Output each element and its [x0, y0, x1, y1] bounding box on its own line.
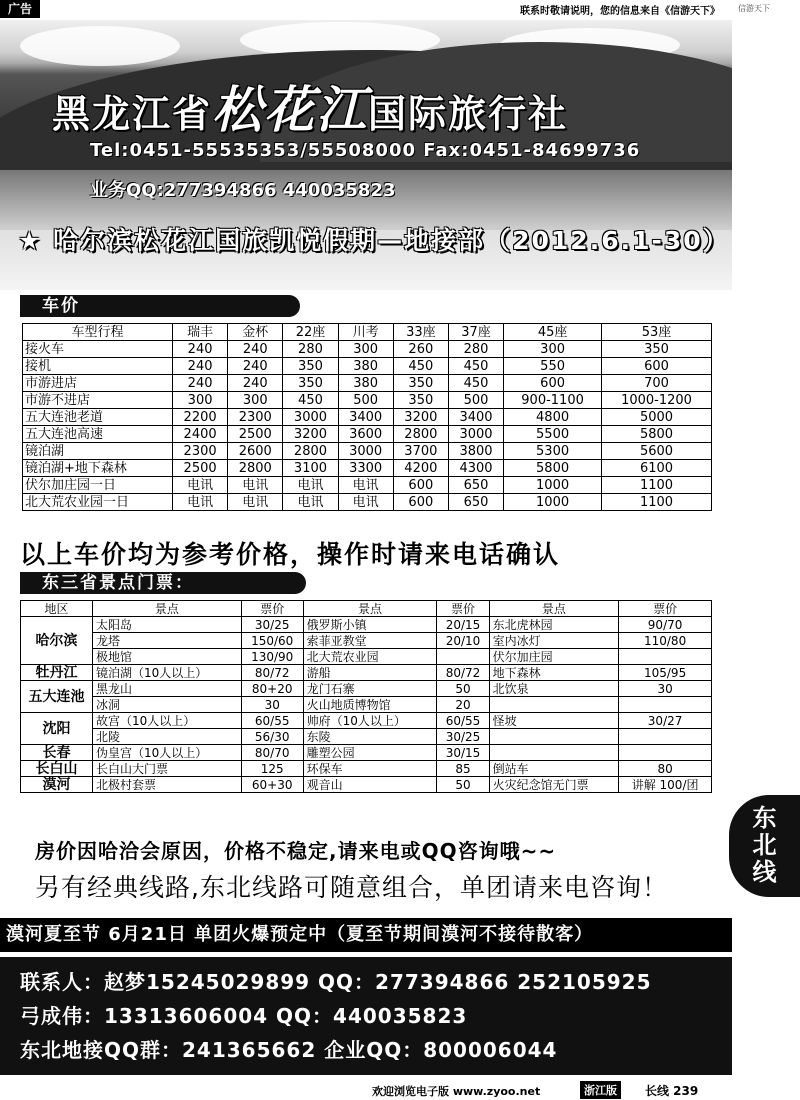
route-cell: 北大荒农业园一日	[23, 494, 173, 511]
price-cell: 3600	[338, 426, 393, 443]
attraction-cell	[489, 745, 619, 761]
route-cell: 镜泊湖+地下森林	[23, 460, 173, 477]
title-suffix: 国际旅行社	[368, 92, 569, 136]
ticket-price-cell: 110/80	[619, 633, 712, 649]
route-cell: 市游进店	[23, 375, 173, 392]
column-header: 景点	[303, 601, 437, 617]
price-cell: 380	[338, 358, 393, 375]
price-cell: 1100	[602, 477, 712, 494]
price-cell: 700	[602, 375, 712, 392]
price-cell: 电讯	[338, 494, 393, 511]
price-cell: 350	[283, 375, 338, 392]
ticket-price-cell: 105/95	[619, 665, 712, 681]
table-row	[21, 745, 712, 761]
price-cell: 电讯	[283, 494, 338, 511]
price-cell: 3700	[393, 443, 448, 460]
table-row	[23, 409, 712, 426]
column-header: 金杯	[228, 324, 283, 341]
footer-website: 欢迎浏览电子版 www.zyoo.net	[372, 1085, 541, 1098]
price-cell: 450	[448, 375, 503, 392]
price-cell: 650	[448, 477, 503, 494]
car-price-section-header: 车价	[20, 295, 300, 317]
ticket-price-cell: 60+30	[241, 777, 303, 793]
price-cell: 350	[393, 375, 448, 392]
ticket-price-cell: 30/15	[437, 745, 489, 761]
region-cell: 长春	[21, 745, 93, 761]
contact-line: 东北地接QQ群：241365662 企业QQ：800006044	[20, 1038, 558, 1062]
price-cell: 500	[338, 392, 393, 409]
price-cell: 3300	[338, 460, 393, 477]
price-cell: 2500	[173, 460, 228, 477]
price-cell: 2400	[173, 426, 228, 443]
price-cell: 600	[393, 494, 448, 511]
attraction-cell: 帅府（10人以上）	[303, 713, 437, 729]
attraction-cell: 北饮泉	[489, 681, 619, 697]
price-cell: 380	[338, 375, 393, 392]
price-cell: 240	[173, 358, 228, 375]
attraction-cell: 雕塑公园	[303, 745, 437, 761]
ticket-price-cell	[619, 697, 712, 713]
price-cell: 6100	[602, 460, 712, 477]
table-row	[21, 633, 712, 649]
ticket-price-table	[20, 600, 712, 793]
column-header: 景点	[489, 601, 619, 617]
attraction-cell: 观音山	[303, 777, 437, 793]
ad-label: 广告	[0, 0, 40, 18]
table-row	[23, 494, 712, 511]
price-cell: 4300	[448, 460, 503, 477]
price-cell: 2200	[173, 409, 228, 426]
column-header: 33座	[393, 324, 448, 341]
attraction-cell: 东陵	[303, 729, 437, 745]
price-cell: 300	[504, 341, 602, 358]
attraction-cell: 冰洞	[93, 697, 242, 713]
price-cell: 240	[173, 375, 228, 392]
table-header-row	[21, 601, 712, 617]
attraction-cell: 怪坡	[489, 713, 619, 729]
route-cell: 接机	[23, 358, 173, 375]
table-row	[23, 443, 712, 460]
region-cell: 漠河	[21, 777, 93, 793]
price-cell: 电讯	[173, 494, 228, 511]
side-tab-char: 东	[752, 804, 777, 832]
price-cell: 600	[504, 375, 602, 392]
ticket-price-cell: 50	[437, 681, 489, 697]
attraction-cell: 镜泊湖（10人以上）	[93, 665, 242, 681]
price-cell: 280	[283, 341, 338, 358]
price-cell: 2500	[228, 426, 283, 443]
price-cell: 900-1100	[504, 392, 602, 409]
column-header: 票价	[437, 601, 489, 617]
table-row	[21, 713, 712, 729]
price-cell: 2600	[228, 443, 283, 460]
price-cell: 280	[448, 341, 503, 358]
price-cell: 电讯	[283, 477, 338, 494]
ticket-price-cell: 85	[437, 761, 489, 777]
ticket-price-cell: 130/90	[241, 649, 303, 665]
title-brand: 松花江	[212, 80, 369, 139]
price-cell: 260	[393, 341, 448, 358]
attraction-cell: 太阳岛	[93, 617, 242, 633]
table-row	[23, 375, 712, 392]
attraction-cell: 长白山大门票	[93, 761, 242, 777]
advertisement-page	[0, 20, 732, 1075]
route-combination-notice: 另有经典线路,东北线路可随意组合，单团请来电咨询！	[35, 873, 668, 902]
route-cell: 市游不进店	[23, 392, 173, 409]
region-cell: 牡丹江	[21, 665, 93, 681]
attraction-cell: 北大荒农业园	[303, 649, 437, 665]
title-prefix: 黑龙江省	[52, 92, 213, 136]
agency-title	[52, 70, 568, 142]
region-cell: 五大连池	[21, 681, 93, 713]
ticket-price-cell: 56/30	[241, 729, 303, 745]
ticket-section-header: 东三省景点门票：	[20, 572, 306, 594]
price-cell: 3000	[283, 409, 338, 426]
price-cell: 3000	[338, 443, 393, 460]
price-cell: 4200	[393, 460, 448, 477]
price-cell: 2300	[228, 409, 283, 426]
price-cell: 300	[228, 392, 283, 409]
column-header: 53座	[602, 324, 712, 341]
attraction-cell: 伏尔加庄园	[489, 649, 619, 665]
attraction-cell: 故宫（10人以上）	[93, 713, 242, 729]
ticket-price-cell: 80	[619, 761, 712, 777]
price-cell: 电讯	[228, 494, 283, 511]
price-cell: 350	[602, 341, 712, 358]
price-reference-notice: 以上车价均为参考价格，操作时请来电话确认	[20, 540, 561, 569]
ticket-price-cell: 30/25	[241, 617, 303, 633]
route-cell: 五大连池高速	[23, 426, 173, 443]
price-cell: 5300	[504, 443, 602, 460]
price-cell: 550	[504, 358, 602, 375]
column-header: 37座	[448, 324, 503, 341]
header-banner	[0, 20, 732, 290]
price-cell: 2800	[228, 460, 283, 477]
price-cell: 3200	[393, 409, 448, 426]
top-bar	[0, 0, 800, 20]
ticket-price-cell: 30/27	[619, 713, 712, 729]
attraction-cell: 地下森林	[489, 665, 619, 681]
column-header: 票价	[241, 601, 303, 617]
price-cell: 5600	[602, 443, 712, 460]
column-header: 车型行程	[23, 324, 173, 341]
route-cell: 伏尔加庄园一日	[23, 477, 173, 494]
attraction-cell	[489, 729, 619, 745]
attraction-cell: 北极村套票	[93, 777, 242, 793]
price-cell: 650	[448, 494, 503, 511]
table-row	[23, 392, 712, 409]
top-note: 联系时敬请说明，您的信息来自《信游天下》	[520, 6, 720, 17]
mohe-solstice-promo: 漠河夏至节 6月21日 单团火爆预定中（夏至节期间漠河不接待散客）	[0, 918, 732, 952]
price-cell: 600	[602, 358, 712, 375]
attraction-cell: 索菲亚教堂	[303, 633, 437, 649]
column-header: 22座	[283, 324, 338, 341]
price-cell: 3100	[283, 460, 338, 477]
banner-subtitle: ★ 哈尔滨松花江国旅凯悦假期—地接部（2012.6.1-30）	[18, 226, 730, 255]
price-cell: 3200	[283, 426, 338, 443]
attraction-cell: 黑龙山	[93, 681, 242, 697]
ticket-price-cell: 30	[619, 681, 712, 697]
attraction-cell: 伪皇宫（10人以上）	[93, 745, 242, 761]
publication-logo: 信游天下	[738, 4, 770, 13]
table-row	[23, 426, 712, 443]
price-cell: 电讯	[338, 477, 393, 494]
price-cell: 3800	[448, 443, 503, 460]
price-cell: 600	[393, 477, 448, 494]
price-cell: 2800	[393, 426, 448, 443]
price-cell: 500	[448, 392, 503, 409]
price-cell: 4800	[504, 409, 602, 426]
price-cell: 350	[283, 358, 338, 375]
page-footer	[0, 1078, 800, 1100]
price-cell: 1000	[504, 494, 602, 511]
attraction-cell: 东北虎林园	[489, 617, 619, 633]
hotel-price-notice: 房价因哈洽会原因，价格不稳定,请来电或QQ咨询哦~~	[35, 839, 557, 863]
ticket-price-cell: 60/55	[241, 713, 303, 729]
route-cell: 接火车	[23, 341, 173, 358]
price-cell: 5800	[602, 426, 712, 443]
ticket-price-cell: 80/70	[241, 745, 303, 761]
ticket-price-cell: 20/10	[437, 633, 489, 649]
edition-badge: 浙江版	[580, 1081, 621, 1099]
price-cell: 5000	[602, 409, 712, 426]
price-cell: 3000	[448, 426, 503, 443]
attraction-cell: 极地馆	[93, 649, 242, 665]
attraction-cell: 龙塔	[93, 633, 242, 649]
table-row	[23, 341, 712, 358]
contact-line: 联系人：赵梦15245029899 QQ：277394866 252105925	[20, 970, 652, 994]
ticket-price-cell: 讲解 100/团	[619, 777, 712, 793]
table-row	[21, 649, 712, 665]
attraction-cell: 游船	[303, 665, 437, 681]
side-tab-char: 线	[752, 858, 777, 886]
table-row	[23, 460, 712, 477]
region-cell: 沈阳	[21, 713, 93, 745]
cloud-decoration	[20, 26, 180, 66]
contact-line: 弓成伟：13313606004 QQ：440035823	[20, 1004, 468, 1028]
ticket-price-cell: 80/72	[241, 665, 303, 681]
attraction-cell: 北陵	[93, 729, 242, 745]
price-cell: 350	[393, 392, 448, 409]
region-cell: 哈尔滨	[21, 617, 93, 665]
attraction-cell: 环保车	[303, 761, 437, 777]
attraction-cell: 倒站车	[489, 761, 619, 777]
attraction-cell: 龙门石寨	[303, 681, 437, 697]
price-cell: 450	[448, 358, 503, 375]
column-header: 地区	[21, 601, 93, 617]
attraction-cell: 火灾纪念馆无门票	[489, 777, 619, 793]
attraction-cell: 俄罗斯小镇	[303, 617, 437, 633]
price-cell: 450	[393, 358, 448, 375]
ticket-price-cell: 60/55	[437, 713, 489, 729]
route-cell: 镜泊湖	[23, 443, 173, 460]
region-cell: 长白山	[21, 761, 93, 777]
price-cell: 300	[338, 341, 393, 358]
table-row	[21, 665, 712, 681]
table-row	[21, 681, 712, 697]
table-row	[21, 761, 712, 777]
side-tab-char: 北	[752, 831, 777, 859]
price-cell: 3400	[338, 409, 393, 426]
attraction-cell: 室内冰灯	[489, 633, 619, 649]
page-number: 长线 239	[645, 1084, 699, 1098]
table-row	[21, 617, 712, 633]
section-side-tab	[729, 795, 800, 897]
column-header: 景点	[93, 601, 242, 617]
ticket-price-cell: 150/60	[241, 633, 303, 649]
price-cell: 240	[228, 358, 283, 375]
ticket-price-cell: 50	[437, 777, 489, 793]
table-header-row	[23, 324, 712, 341]
business-qq-line: 业务QQ:277394866 440035823	[90, 180, 396, 201]
price-cell: 300	[173, 392, 228, 409]
column-header: 45座	[504, 324, 602, 341]
price-cell: 2800	[283, 443, 338, 460]
price-cell: 电讯	[173, 477, 228, 494]
column-header: 川考	[338, 324, 393, 341]
tel-fax-line: Tel:0451-55535353/55508000 Fax:0451-84699736	[90, 140, 641, 161]
ticket-price-cell: 30/25	[437, 729, 489, 745]
table-row	[23, 477, 712, 494]
price-cell: 3400	[448, 409, 503, 426]
ticket-price-cell	[619, 745, 712, 761]
ticket-price-cell	[619, 649, 712, 665]
price-cell: 5500	[504, 426, 602, 443]
table-row	[21, 777, 712, 793]
price-cell: 2300	[173, 443, 228, 460]
price-cell: 电讯	[228, 477, 283, 494]
ticket-price-cell: 80/72	[437, 665, 489, 681]
ticket-price-cell: 80+20	[241, 681, 303, 697]
ticket-price-cell	[619, 729, 712, 745]
price-cell: 450	[283, 392, 338, 409]
car-price-table	[22, 323, 712, 511]
ticket-price-cell	[437, 649, 489, 665]
price-cell: 240	[228, 341, 283, 358]
price-cell: 5800	[504, 460, 602, 477]
price-cell: 1000	[504, 477, 602, 494]
table-row	[21, 697, 712, 713]
price-cell: 240	[228, 375, 283, 392]
column-header: 瑞丰	[173, 324, 228, 341]
attraction-cell: 火山地质博物馆	[303, 697, 437, 713]
price-cell: 240	[173, 341, 228, 358]
contact-block	[0, 957, 732, 1075]
ticket-price-cell: 30	[241, 697, 303, 713]
ticket-price-cell: 20/15	[437, 617, 489, 633]
route-cell: 五大连池老道	[23, 409, 173, 426]
ticket-price-cell: 125	[241, 761, 303, 777]
ticket-price-cell: 90/70	[619, 617, 712, 633]
attraction-cell	[489, 697, 619, 713]
table-row	[21, 729, 712, 745]
table-row	[23, 358, 712, 375]
price-cell: 1000-1200	[602, 392, 712, 409]
ticket-price-cell: 20	[437, 697, 489, 713]
column-header: 票价	[619, 601, 712, 617]
price-cell: 1100	[602, 494, 712, 511]
